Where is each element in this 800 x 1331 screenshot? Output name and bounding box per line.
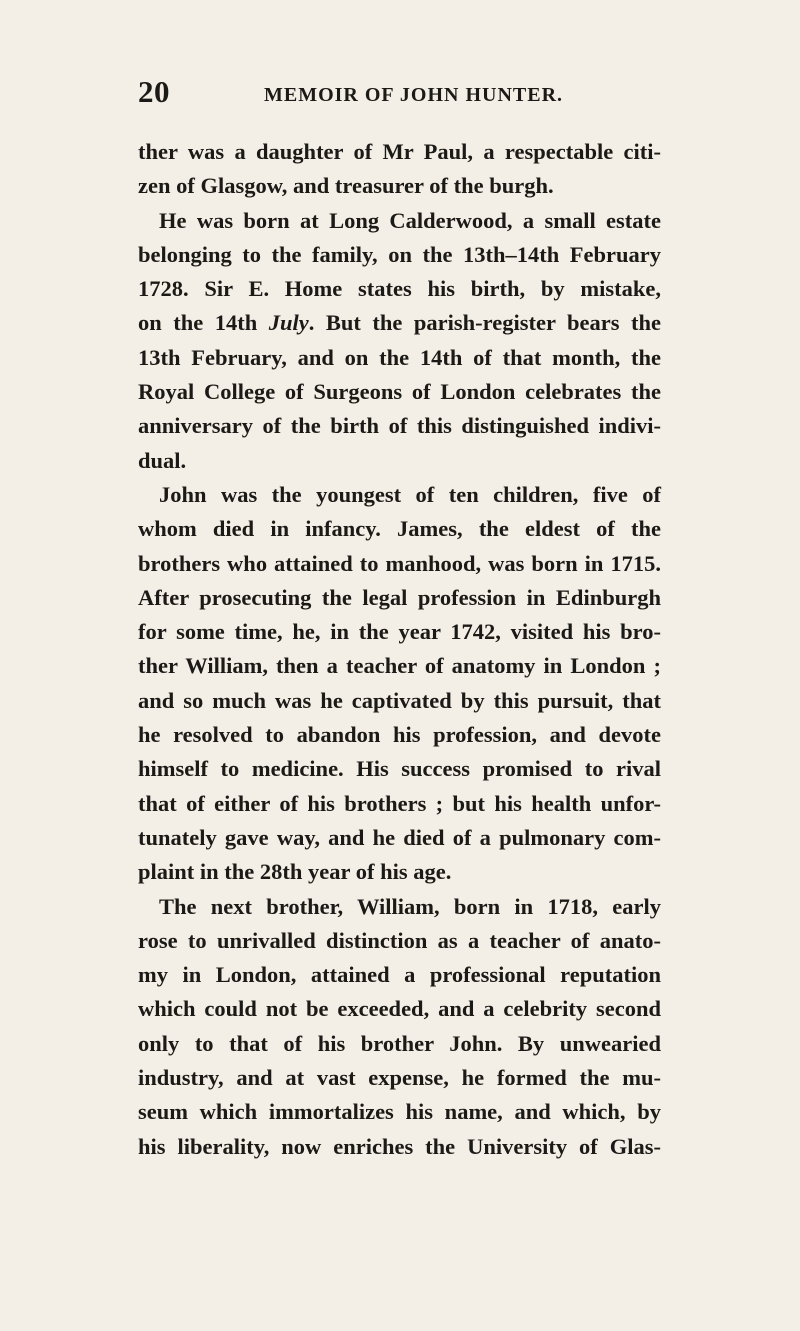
text-line: dual. <box>138 447 187 473</box>
text-line: tunately gave way, and he died of a pulmonary com- <box>138 824 661 850</box>
text-line: After prosecuting the legal profession in Edinburgh <box>138 584 661 610</box>
text-line: 13th February, and on the 14th of that month, the <box>138 344 661 370</box>
text-line: only to that of his brother John. By unwearied <box>138 1030 661 1056</box>
text-line: plaint in the 28th year of his age. <box>138 859 452 885</box>
text-line: himself to medicine. His success promised to rival <box>138 756 661 782</box>
running-title: MEMOIR OF JOHN HUNTER. <box>264 84 564 106</box>
text-line: Royal College of Surgeons of London celebrates the <box>138 379 661 405</box>
text-line: The next brother, William, born in 1718, early <box>159 893 661 919</box>
text-line: which could not be exceeded, and a celebrity second <box>138 996 661 1022</box>
text-line: He was born at Long Calderwood, a small estate <box>159 207 661 233</box>
text-line-with-italic <box>138 306 661 340</box>
text-line: seum which immortalizes his name, and which, by <box>138 1099 661 1125</box>
italic-word: July <box>268 310 309 336</box>
text-line: that of either of his brothers ; but his health unfor- <box>138 790 661 816</box>
text-line: for some time, he, in the year 1742, visited his bro- <box>138 619 661 645</box>
text-line: 1728. Sir E. Home states his birth, by mistake, <box>138 276 661 302</box>
text-line: brothers who attained to manhood, was born in 1715. <box>138 550 661 576</box>
page-header <box>138 74 648 114</box>
page-number: 20 <box>138 74 170 109</box>
text-segment: . But the parish-register bears the <box>308 310 661 336</box>
text-line: his liberality, now enriches the University of Glas- <box>138 1133 661 1159</box>
text-line: anniversary of the birth of this distinguished indivi- <box>138 413 661 439</box>
text-line: rose to unrivalled distinction as a teacher of anato- <box>138 927 661 953</box>
text-line: industry, and at vast expense, he formed the mu- <box>138 1065 661 1091</box>
text-line: John was the youngest of ten children, five of <box>159 481 661 507</box>
text-segment: on the 14th <box>138 310 269 336</box>
text-line: my in London, attained a professional reputation <box>138 962 661 988</box>
text-line: and so much was he captivated by this pursuit, that <box>138 687 661 713</box>
text-line: belonging to the family, on the 13th–14th February <box>138 241 661 267</box>
body-text <box>138 135 661 1164</box>
text-line: whom died in infancy. James, the eldest of the <box>138 516 661 542</box>
text-line: ther was a daughter of Mr Paul, a respectable citi- <box>138 139 661 164</box>
text-line: ther William, then a teacher of anatomy in London ; <box>138 653 661 679</box>
text-line: he resolved to abandon his profession, and devote <box>138 722 661 748</box>
text-line: zen of Glasgow, and treasurer of the burgh. <box>138 173 554 199</box>
